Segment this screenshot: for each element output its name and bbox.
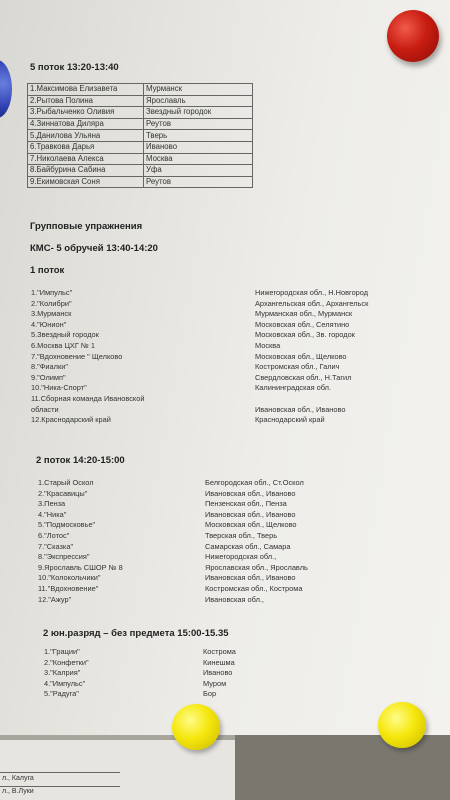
table-row <box>28 153 253 165</box>
table-row <box>28 107 253 119</box>
team-name: 1."Импульс" <box>31 288 73 297</box>
athlete-city: Иваново <box>144 141 253 153</box>
team-name: 4."Юнион" <box>31 319 67 329</box>
team-name: 11."Вдохновение" <box>38 583 99 593</box>
team-region: Московская обл., Щелково <box>205 520 297 530</box>
team-name: 1.Старый Оскол <box>38 478 94 487</box>
stream5-title: 5 поток 13:20-13:40 <box>30 62 119 73</box>
team-region: Ивановская обл., Иваново <box>255 404 346 414</box>
athlete-city: Москва <box>144 153 253 165</box>
team-name: 6.Москва ЦХГ № 1 <box>31 340 95 350</box>
team-region: Кострома <box>203 647 236 656</box>
athlete-city: Ярославль <box>144 95 253 107</box>
team-name: 12.Краснодарский край <box>31 415 111 425</box>
team-region: Свердловская обл., Н.Тагил <box>255 372 352 382</box>
team-region: Москва <box>255 340 281 350</box>
team-region: Московская обл., Зв. городок <box>255 330 355 340</box>
athlete-name: 6.Травкова Дарья <box>28 141 144 153</box>
team-name: 4."Импульс" <box>44 678 86 688</box>
team-region: Костромская обл., Галич <box>255 362 340 372</box>
team-name: 10."Колокольчики" <box>38 573 101 583</box>
team-name: 9."Олимп" <box>31 372 66 382</box>
flow1-title: 1 поток <box>30 265 65 276</box>
team-name: 3.Пенза <box>38 499 66 509</box>
team-name: 5."Подмосковье" <box>38 520 96 530</box>
team-region: Краснодарский край <box>255 415 325 425</box>
team-region: Костромская обл., Кострома <box>205 583 303 593</box>
team-region: Ивановская обл., Иваново <box>205 509 296 519</box>
team-region: Московская обл., Селятино <box>255 319 350 329</box>
athlete-city: Мурманск <box>144 84 253 96</box>
table-row <box>28 141 253 153</box>
yellow-magnet-right <box>378 702 426 748</box>
dark-background <box>235 735 450 800</box>
team-region: Ивановская обл., Иваново <box>205 488 296 498</box>
athlete-name: 7.Николаева Алекса <box>28 153 144 165</box>
team-region: Архангельская обл., Архангельск <box>255 298 369 308</box>
athlete-name: 4.Зиннатова Диляра <box>28 118 144 130</box>
bottom-rule <box>0 772 120 773</box>
athlete-name: 5.Данилова Ульяна <box>28 130 144 142</box>
team-region: Ивановская обл., <box>205 594 264 604</box>
team-name: 6."Лотос" <box>38 530 70 540</box>
team-name: 5.Звездный городок <box>31 330 99 340</box>
team-name: 1."Грации" <box>44 647 80 656</box>
athlete-name: 3.Рыбальченко Оливия <box>28 107 144 119</box>
team-name: 2."Красавицы" <box>38 488 88 498</box>
team-name: 7."Сказка" <box>38 541 74 551</box>
team-region: Ярославская обл., Ярославль <box>205 562 308 572</box>
team-name: области <box>31 404 59 414</box>
group-title: Групповые упражнения <box>30 221 143 232</box>
team-region: Московская обл., Щелково <box>255 351 347 361</box>
flow2-title: 2 поток 14:20-15:00 <box>36 455 125 466</box>
junior-teams <box>44 647 89 700</box>
team-region: Нижегородская обл., <box>205 552 277 562</box>
junior-regions <box>203 647 236 700</box>
yellow-magnet-left <box>172 704 220 750</box>
team-region <box>255 394 368 405</box>
team-name: 8."Экспрессия" <box>38 552 90 562</box>
team-name: 7."Вдохновение " Щелково <box>31 351 123 361</box>
team-region: Нижегородская обл., Н.Новгород <box>255 288 369 297</box>
team-name: 11.Сборная команда Ивановской <box>31 393 145 403</box>
flow1-regions <box>255 288 368 426</box>
table-row <box>28 176 253 188</box>
team-name: 2."Конфетки" <box>44 657 89 667</box>
table-row <box>28 95 253 107</box>
athlete-city: Реутов <box>144 176 253 188</box>
bottom-rule <box>0 786 120 787</box>
red-magnet <box>387 10 439 62</box>
team-region: Иваново <box>203 668 233 678</box>
team-name: 10."Ника-Спорт" <box>31 383 87 393</box>
table-row <box>28 130 253 142</box>
flow2-regions <box>205 478 308 605</box>
flow2-teams <box>38 478 123 605</box>
team-region: Ивановская обл., Иваново <box>205 573 296 583</box>
athlete-city: Уфа <box>144 165 253 177</box>
team-name: 12."Ажур" <box>38 594 72 604</box>
athlete-city: Реутов <box>144 118 253 130</box>
team-region: Кинешма <box>203 657 235 667</box>
team-name: 3.Мурманск <box>31 309 72 319</box>
team-name: 2."Колибри" <box>31 298 72 308</box>
team-name: 4."Ника" <box>38 509 67 519</box>
table-row <box>28 84 253 96</box>
team-region: Калининградская обл. <box>255 383 332 393</box>
team-region: Белгородская обл., Ст.Оскол <box>205 478 304 487</box>
kms-title: КМС- 5 обручей 13:40-14:20 <box>30 243 158 254</box>
athlete-name: 8.Байбурина Сабина <box>28 165 144 177</box>
team-name: 9.Ярославль СШОР № 8 <box>38 562 123 572</box>
athlete-name: 1.Максимова Елизавета <box>28 84 144 96</box>
team-name: 5."Радуга" <box>44 689 79 699</box>
bottom-line-2: л., В.Луки <box>2 788 34 795</box>
athlete-city: Тверь <box>144 130 253 142</box>
team-name: 3."Калрия" <box>44 668 81 678</box>
team-name: 8."Фиалки" <box>31 362 68 372</box>
team-region: Мурманская обл., Мурманск <box>255 309 353 319</box>
team-region: Тверская обл., Тверь <box>205 530 278 540</box>
athlete-name: 2.Рытова Полина <box>28 95 144 107</box>
table-row <box>28 165 253 177</box>
athlete-name: 9.Екимовская Соня <box>28 176 144 188</box>
team-region: Муром <box>203 678 227 688</box>
athlete-city: Звездный городок <box>144 107 253 119</box>
flow1-teams <box>31 288 145 426</box>
bottom-line-1: л., Калуга <box>2 775 34 782</box>
table-row <box>28 118 253 130</box>
junior-title: 2 юн.разряд – без предмета 15:00-15.35 <box>43 628 229 639</box>
team-region: Пензенская обл., Пенза <box>205 499 287 509</box>
team-region: Самарская обл., Самара <box>205 541 291 551</box>
stream5-table <box>27 83 253 188</box>
team-region: Бор <box>203 689 217 699</box>
